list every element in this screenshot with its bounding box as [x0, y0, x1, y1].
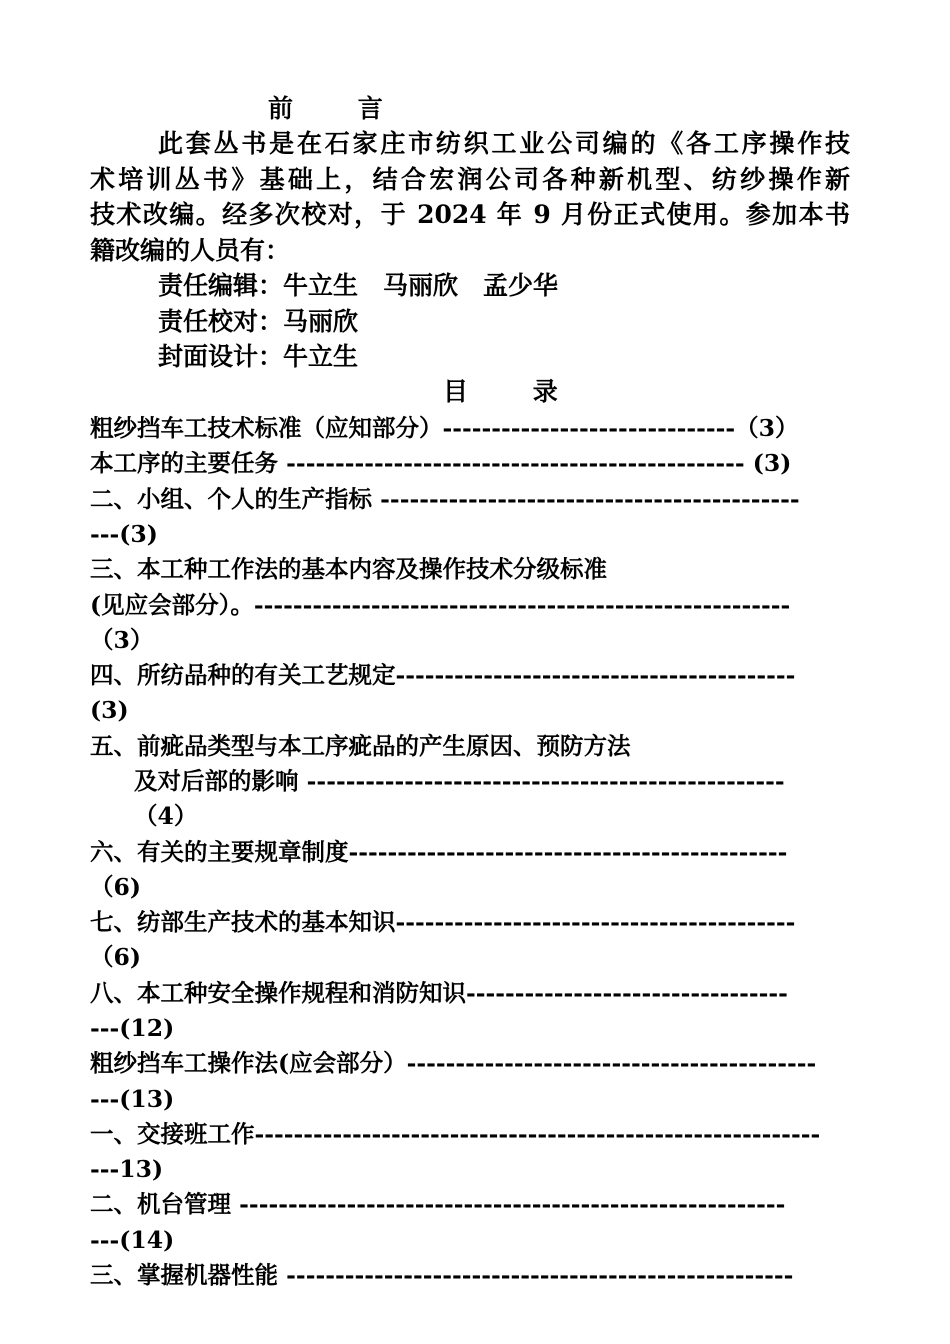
toc-entry[interactable]: 四、所纺品种的有关工艺规定----------------------------------------- [90, 661, 796, 689]
toc-entry[interactable]: 八、本工种安全操作规程和消防知识--------------------------------- [90, 979, 788, 1007]
toc-entry-continuation[interactable]: ---(13) [90, 1085, 175, 1113]
preface-paragraph-line: 技术改编。经多次校对，于 2024 年 9 月份正式使用。参加本书 [90, 200, 850, 229]
toc-entry[interactable]: 粗纱挡车工技术标准（应知部分）------------------------------（3） [90, 414, 799, 442]
toc-entry-continuation[interactable]: (见应会部分）。------------------------------------------------------- [90, 591, 791, 619]
toc-entry-continuation[interactable]: 及对后部的影响 ------------------------------------------------- [134, 767, 785, 795]
credit-line: 责任校对：马丽欣 [158, 307, 359, 336]
toc-title: 目 录 [443, 377, 586, 406]
toc-entry-continuation[interactable]: ---(12) [90, 1014, 175, 1042]
toc-entry-continuation[interactable]: （3） [90, 626, 154, 654]
toc-entry[interactable]: 粗纱挡车工操作法(应会部分）------------------------------------------ [90, 1049, 817, 1077]
toc-entry[interactable]: 本工序的主要任务 ----------------------------------------------- (3) [90, 449, 792, 477]
toc-entry-continuation[interactable]: （6) [90, 943, 141, 971]
toc-entry[interactable]: 五、前疵品类型与本工序疵品的产生原因、预防方法 [90, 732, 631, 760]
toc-entry-continuation[interactable]: (3) [90, 696, 129, 724]
toc-entry-continuation[interactable]: ---(14) [90, 1226, 175, 1254]
credit-line: 责任编辑：牛立生 马丽欣 孟少华 [158, 271, 559, 300]
toc-entry-continuation[interactable]: （6) [90, 873, 141, 901]
preface-paragraph-line: 术培训丛书》基础上，结合宏润公司各种新机型、纺纱操作新 [90, 165, 850, 194]
toc-entry[interactable]: 六、有关的主要规章制度--------------------------------------------- [90, 838, 788, 866]
toc-entry[interactable]: 七、纺部生产技术的基本知识----------------------------------------- [90, 908, 796, 936]
preface-paragraph-line: 籍改编的人员有： [90, 236, 291, 265]
toc-entry[interactable]: 二、机台管理 -------------------------------------------------------- [90, 1190, 786, 1218]
toc-entry-continuation[interactable]: ---(3) [90, 520, 158, 548]
toc-entry-continuation[interactable]: （4） [134, 802, 198, 830]
toc-entry[interactable]: 三、掌握机器性能 ---------------------------------------------------- [90, 1261, 794, 1289]
preface-paragraph-line: 此套丛书是在石家庄市纺织工业公司编的《各工序操作技 [158, 129, 850, 158]
toc-entry-continuation[interactable]: ---13) [90, 1155, 164, 1183]
preface-title: 前 言 [268, 94, 411, 123]
toc-entry[interactable]: 一、交接班工作---------------------------------------------------------- [90, 1120, 821, 1148]
toc-entry[interactable]: 三、本工种工作法的基本内容及操作技术分级标准 [90, 555, 607, 583]
toc-entry[interactable]: 二、小组、个人的生产指标 ------------------------------------------- [90, 485, 800, 513]
credit-line: 封面设计：牛立生 [158, 342, 359, 371]
